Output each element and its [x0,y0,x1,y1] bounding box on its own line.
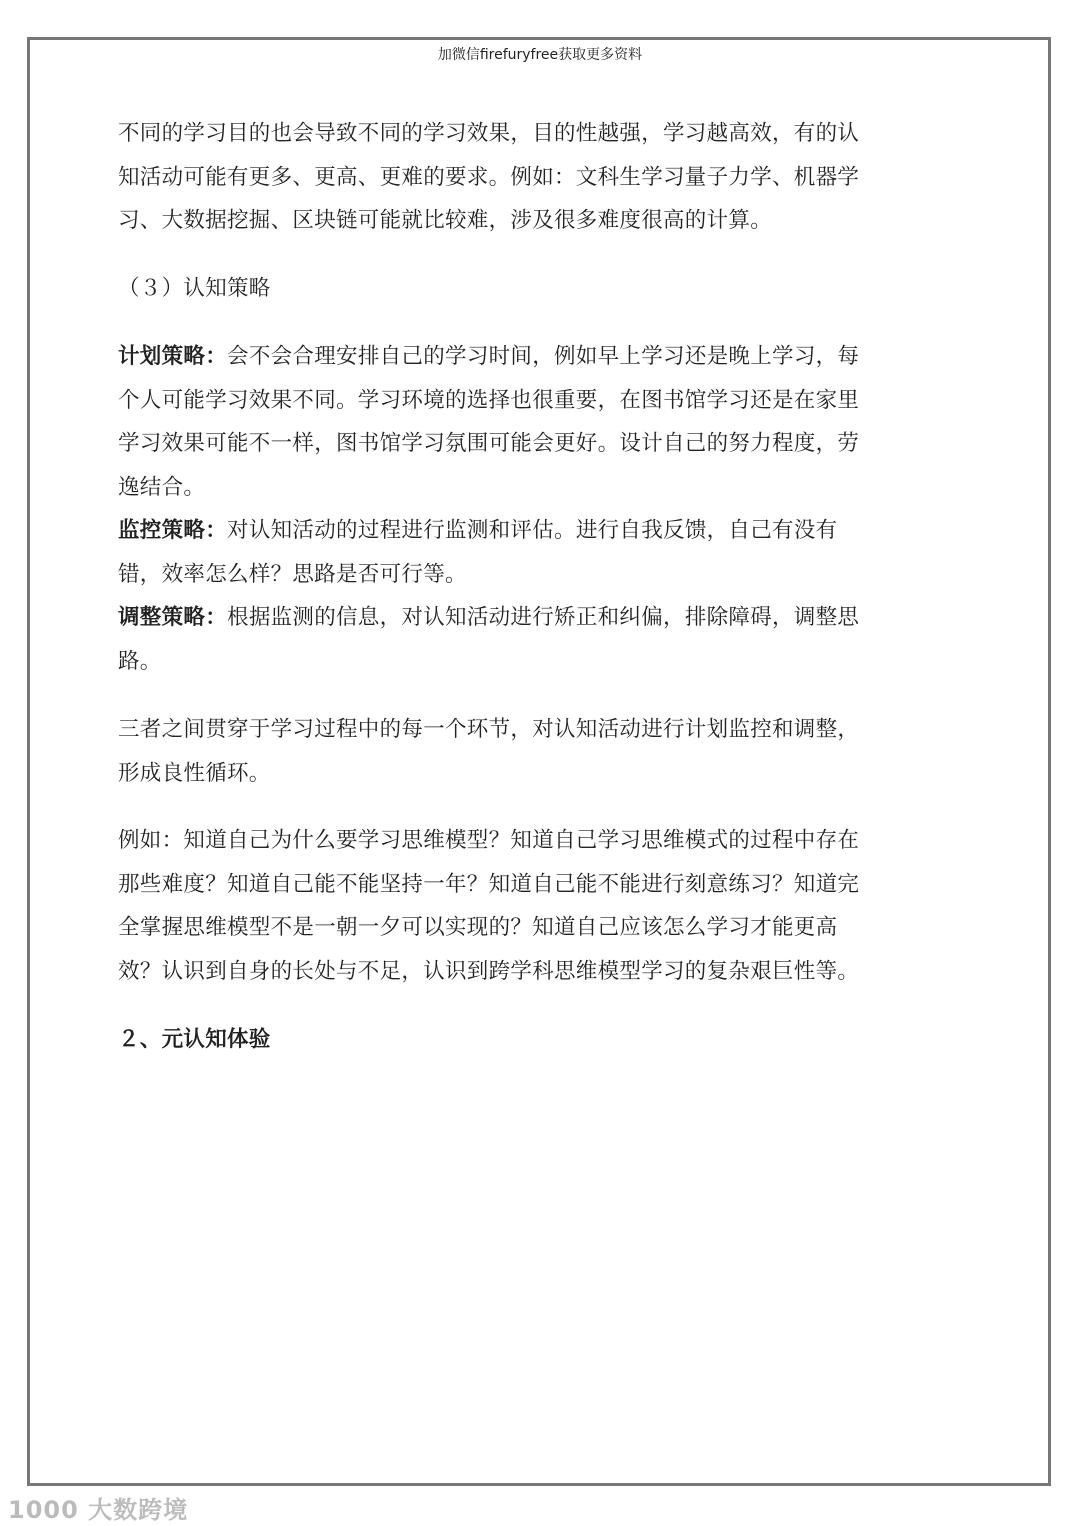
text-line [118,335,859,379]
text-line: 习、大数据挖掘、区块链可能就比较难，涉及很多难度很高的计算。 [118,208,773,233]
text-line: 例如：知道自己为什么要学习思维模型？知道自己学习思维模式的过程中存在 [118,828,860,853]
text-line: 路。 [118,648,162,674]
text-line [118,509,859,553]
text: 对认知活动的过程进行监测和评估。进行自我反馈，自己有没有 [227,518,838,543]
text-line: 形成良性循环。 [118,760,271,786]
section-heading-strategy: （３）认知策略 [118,276,271,301]
text-line: 三者之间贯穿于学习过程中的每一个环节，对认知活动进行计划监控和调整， [118,717,860,742]
text-line: 不同的学习目的也会导致不同的学习效果，目的性越强，学习越高效，有的认 [118,121,860,146]
text-line [118,596,859,640]
paragraph-three [118,708,859,795]
text-line: 学习效果可能不一样，图书馆学习氛围可能会更好。设计自己的努力程度，劳 [118,431,860,456]
text-line: 效？认识到自身的长处与不足，认识到跨学科思维模型学习的复杂艰巨性等。 [118,958,860,984]
paragraph-example [118,819,859,993]
watermark-logo: 1000 大数跨境 [8,1496,189,1524]
paragraph-plan-strategy [118,335,859,683]
text-line: 全掌握思维模型不是一朝一夕可以实现的？知道自己应该怎么学习才能更高 [118,915,838,940]
text-line: 错，效率怎么样？思路是否可行等。 [118,561,467,587]
label-monitor: 监控策略： [118,518,228,543]
text-line: 那些难度？知道自己能不能坚持一年？知道自己能不能进行刻意练习？知道完 [118,871,860,897]
label-adjust: 调整策略： [118,605,228,630]
paragraph-purpose [118,112,859,243]
section-heading-experience: ２、元认知体验 [118,1027,271,1052]
text: 会不会合理安排自己的学习时间，例如早上学习还是晚上学习，每 [227,344,860,369]
label-plan: 计划策略： [118,344,228,369]
text-line: 知活动可能有更多、更高、更难的要求。例如：文科生学习量子力学、机器学 [118,164,860,190]
text-line: 个人可能学习效果不同。学习环境的选择也很重要，在图书馆学习还是在家里 [118,387,860,413]
page-header: 加微信firefuryfree获取更多资料 [437,47,643,63]
text: 根据监测的信息，对认知活动进行矫正和纠偏，排除障碍，调整思 [227,605,860,630]
text-line: 逸结合。 [118,474,206,500]
